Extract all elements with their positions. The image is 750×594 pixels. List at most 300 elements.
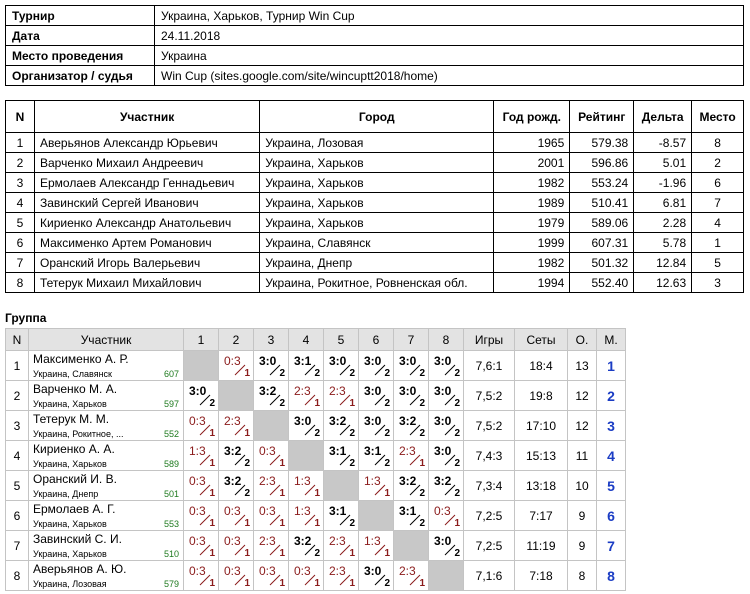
group-participant-sub — [33, 518, 179, 530]
match-points: 1 — [384, 488, 390, 499]
match-score: 0:3 — [189, 504, 206, 518]
group-participant-city: Украина, Днепр — [33, 489, 99, 499]
match-points: 1 — [314, 518, 320, 529]
match-points: 2 — [244, 458, 250, 469]
match-points: 1 — [209, 458, 215, 469]
match-score: 0:3 — [259, 444, 276, 458]
place: 1 — [692, 233, 744, 253]
group-participant-rating: 607 — [163, 369, 179, 379]
row-number: 8 — [6, 273, 35, 293]
group-participant-sub — [33, 458, 179, 470]
match-result — [394, 351, 429, 381]
match-points: 1 — [349, 398, 355, 409]
match-result — [184, 441, 219, 471]
group-place: 2 — [597, 381, 626, 411]
match-result — [429, 381, 464, 411]
match-score: 0:3 — [189, 534, 206, 548]
group-sets: 7:17 — [515, 501, 568, 531]
group-participant-city: Украина, Лозовая — [33, 579, 107, 589]
group-participant-name: Оранский И. В. — [33, 472, 117, 486]
group-points: 9 — [568, 501, 597, 531]
col-opponent: 7 — [394, 329, 429, 351]
group-participant-city: Украина, Славянск — [33, 369, 112, 379]
match-points: 2 — [454, 368, 460, 379]
table-row — [6, 253, 744, 273]
group-participant-rating: 579 — [163, 579, 179, 589]
match-points: 1 — [279, 458, 285, 469]
place: 2 — [692, 153, 744, 173]
match-score: 3:2 — [399, 414, 417, 428]
match-points: 2 — [419, 398, 425, 409]
col-place: М. — [597, 329, 626, 351]
tournament-info-table — [5, 5, 744, 86]
match-score: 3:0 — [364, 354, 382, 368]
table-row — [6, 133, 744, 153]
match-result — [429, 411, 464, 441]
rating: 552.40 — [570, 273, 634, 293]
match-points: 2 — [314, 548, 320, 559]
group-participant-rating: 501 — [163, 489, 179, 499]
place: 6 — [692, 173, 744, 193]
match-score: 2:3 — [259, 534, 276, 548]
match-points: 1 — [279, 488, 285, 499]
participant-city: Украина, Славянск — [260, 233, 494, 253]
match-points: 1 — [279, 518, 285, 529]
group-points: 12 — [568, 411, 597, 441]
delta: 12.63 — [634, 273, 692, 293]
match-score: 2:3 — [399, 564, 416, 578]
match-points: 1 — [419, 458, 425, 469]
group-participant-name: Завинский С. И. — [33, 532, 122, 546]
match-points: 2 — [454, 398, 460, 409]
rating: 501.32 — [570, 253, 634, 273]
match-points: 2 — [454, 488, 460, 499]
group-games: 7,2:5 — [464, 501, 515, 531]
group-sets: 19:8 — [515, 381, 568, 411]
match-points: 1 — [384, 548, 390, 559]
match-score: 3:1 — [364, 444, 382, 458]
group-row — [6, 351, 626, 381]
match-result — [359, 381, 394, 411]
match-score: 3:0 — [189, 384, 207, 398]
row-number: 3 — [6, 173, 35, 193]
col-sets: Сеты — [515, 329, 568, 351]
participants-table — [5, 100, 744, 293]
group-games: 7,5:2 — [464, 381, 515, 411]
match-points: 2 — [384, 428, 390, 439]
row-number: 1 — [6, 133, 35, 153]
match-score: 2:3 — [294, 384, 311, 398]
row-number: 4 — [6, 193, 35, 213]
col-opponent: 2 — [219, 329, 254, 351]
match-result — [324, 381, 359, 411]
group-participant-rating: 597 — [163, 399, 179, 409]
column-header: Год рожд. — [494, 101, 570, 133]
match-score: 3:0 — [399, 384, 417, 398]
group-participant-rating: 589 — [163, 459, 179, 469]
group-sets: 17:10 — [515, 411, 568, 441]
col-opponent: 1 — [184, 329, 219, 351]
group-points: 8 — [568, 561, 597, 591]
match-result — [324, 441, 359, 471]
match-score: 3:2 — [329, 414, 347, 428]
match-result — [324, 531, 359, 561]
match-score: 0:3 — [434, 504, 451, 518]
col-participant: Участник — [29, 329, 184, 351]
match-points: 1 — [279, 578, 285, 589]
match-result — [289, 531, 324, 561]
group-participant — [29, 411, 184, 441]
match-score: 1:3 — [294, 474, 311, 488]
group-games: 7,6:1 — [464, 351, 515, 381]
match-score: 0:3 — [189, 414, 206, 428]
match-points: 1 — [209, 428, 215, 439]
participant-name: Кириенко Александр Анатольевич — [35, 213, 260, 233]
self-cell — [219, 381, 254, 411]
match-score: 1:3 — [294, 504, 311, 518]
delta: 12.84 — [634, 253, 692, 273]
match-points: 1 — [244, 518, 250, 529]
participant-city: Украина, Лозовая — [260, 133, 494, 153]
match-points: 1 — [209, 518, 215, 529]
participant-city: Украина, Харьков — [260, 213, 494, 233]
group-points: 11 — [568, 441, 597, 471]
col-opponent: 8 — [429, 329, 464, 351]
group-participant — [29, 531, 184, 561]
group-participant — [29, 351, 184, 381]
group-participant-sub — [33, 488, 179, 500]
self-cell — [429, 561, 464, 591]
match-score: 3:1 — [329, 504, 347, 518]
column-header: Рейтинг — [570, 101, 634, 133]
self-cell — [324, 471, 359, 501]
row-number: 6 — [6, 233, 35, 253]
match-result — [254, 471, 289, 501]
group-participant-name: Варченко М. А. — [33, 382, 118, 396]
participant-city: Украина, Харьков — [260, 153, 494, 173]
match-points: 2 — [419, 488, 425, 499]
group-participant-city: Украина, Харьков — [33, 399, 107, 409]
match-points: 1 — [244, 548, 250, 559]
group-place: 4 — [597, 441, 626, 471]
group-participant-rating: 552 — [163, 429, 179, 439]
group-sets: 7:18 — [515, 561, 568, 591]
match-points: 2 — [419, 428, 425, 439]
group-place: 7 — [597, 531, 626, 561]
table-row — [6, 193, 744, 213]
rating: 589.06 — [570, 213, 634, 233]
match-score: 3:1 — [399, 504, 417, 518]
match-points: 2 — [454, 548, 460, 559]
match-score: 3:2 — [224, 474, 242, 488]
match-score: 2:3 — [224, 414, 241, 428]
info-value: Украина — [155, 46, 744, 66]
match-points: 2 — [314, 368, 320, 379]
participant-city: Украина, Рокитное, Ровненская обл. — [260, 273, 494, 293]
match-result — [324, 561, 359, 591]
match-points: 2 — [419, 368, 425, 379]
match-result — [254, 441, 289, 471]
match-points: 1 — [209, 578, 215, 589]
match-result — [219, 501, 254, 531]
birth-year: 1982 — [494, 173, 570, 193]
match-result — [219, 471, 254, 501]
group-sets: 11:19 — [515, 531, 568, 561]
row-number: 7 — [6, 253, 35, 273]
rating: 607.31 — [570, 233, 634, 253]
group-row — [6, 471, 626, 501]
info-value: Украина, Харьков, Турнир Win Cup — [155, 6, 744, 26]
birth-year: 1982 — [494, 253, 570, 273]
match-points: 2 — [384, 368, 390, 379]
match-result — [184, 381, 219, 411]
group-participant — [29, 381, 184, 411]
place: 4 — [692, 213, 744, 233]
match-result — [394, 441, 429, 471]
participant-name: Ермолаев Александр Геннадьевич — [35, 173, 260, 193]
match-points: 1 — [244, 428, 250, 439]
col-points: О. — [568, 329, 597, 351]
table-row — [6, 233, 744, 253]
match-points: 1 — [349, 548, 355, 559]
self-cell — [394, 531, 429, 561]
self-cell — [289, 441, 324, 471]
info-key: Турнир — [6, 6, 155, 26]
participant-name: Максименко Артем Романович — [35, 233, 260, 253]
group-participant-name: Аверьянов А. Ю. — [33, 562, 127, 576]
row-number: 2 — [6, 153, 35, 173]
info-value: Win Cup (sites.google.com/site/wincuptt2018/home) — [155, 66, 744, 86]
match-points: 2 — [349, 518, 355, 529]
match-score: 2:3 — [329, 534, 346, 548]
match-result — [359, 531, 394, 561]
group-row — [6, 561, 626, 591]
match-points: 2 — [279, 398, 285, 409]
match-score: 3:2 — [259, 384, 277, 398]
info-key: Место проведения — [6, 46, 155, 66]
match-score: 0:3 — [224, 504, 241, 518]
match-points: 2 — [314, 428, 320, 439]
match-result — [394, 501, 429, 531]
match-score: 3:1 — [329, 444, 347, 458]
match-score: 0:3 — [224, 354, 241, 368]
column-header: Город — [260, 101, 494, 133]
group-participant-city: Украина, Харьков — [33, 459, 107, 469]
match-result — [254, 561, 289, 591]
group-games: 7,1:6 — [464, 561, 515, 591]
match-score: 2:3 — [329, 384, 346, 398]
match-score: 2:3 — [329, 564, 346, 578]
col-opponent: 4 — [289, 329, 324, 351]
group-participant-sub — [33, 578, 179, 590]
match-result — [289, 471, 324, 501]
match-points: 1 — [454, 518, 460, 529]
match-result — [184, 531, 219, 561]
group-row-number: 5 — [6, 471, 29, 501]
match-result — [289, 411, 324, 441]
col-games: Игры — [464, 329, 515, 351]
match-result — [359, 351, 394, 381]
match-score: 3:2 — [399, 474, 417, 488]
match-points: 1 — [419, 578, 425, 589]
group-games: 7,5:2 — [464, 411, 515, 441]
self-cell — [184, 351, 219, 381]
group-participant-city: Украина, Харьков — [33, 549, 107, 559]
match-result — [184, 561, 219, 591]
col-n: N — [6, 329, 29, 351]
self-cell — [359, 501, 394, 531]
match-result — [394, 471, 429, 501]
match-score: 0:3 — [189, 564, 206, 578]
match-result — [289, 381, 324, 411]
group-participant-city: Украина, Рокитное, ... — [33, 429, 124, 439]
place: 7 — [692, 193, 744, 213]
column-header: Дельта — [634, 101, 692, 133]
match-score: 3:0 — [364, 414, 382, 428]
group-row-number: 4 — [6, 441, 29, 471]
group-participant-sub — [33, 368, 179, 380]
info-row — [6, 26, 744, 46]
group-place: 8 — [597, 561, 626, 591]
info-key: Организатор / судья — [6, 66, 155, 86]
match-score: 3:0 — [434, 534, 452, 548]
match-points: 1 — [314, 488, 320, 499]
group-row — [6, 411, 626, 441]
match-result — [219, 531, 254, 561]
match-result — [429, 441, 464, 471]
match-score: 3:2 — [294, 534, 312, 548]
birth-year: 1994 — [494, 273, 570, 293]
group-place: 3 — [597, 411, 626, 441]
group-place: 1 — [597, 351, 626, 381]
participant-name: Завинский Сергей Иванович — [35, 193, 260, 213]
group-participant — [29, 441, 184, 471]
group-row — [6, 381, 626, 411]
birth-year: 1999 — [494, 233, 570, 253]
match-score: 1:3 — [364, 534, 381, 548]
group-participant — [29, 501, 184, 531]
birth-year: 2001 — [494, 153, 570, 173]
match-score: 2:3 — [259, 474, 276, 488]
group-points: 12 — [568, 381, 597, 411]
group-row — [6, 531, 626, 561]
group-sets: 13:18 — [515, 471, 568, 501]
match-result — [254, 351, 289, 381]
group-crosstable — [5, 328, 626, 591]
row-number: 5 — [6, 213, 35, 233]
match-score: 3:1 — [294, 354, 312, 368]
match-result — [219, 441, 254, 471]
info-value: 24.11.2018 — [155, 26, 744, 46]
info-row — [6, 66, 744, 86]
place: 8 — [692, 133, 744, 153]
group-participant-name: Кириенко А. А. — [33, 442, 115, 456]
info-key: Дата — [6, 26, 155, 46]
match-score: 3:0 — [399, 354, 417, 368]
match-result — [394, 411, 429, 441]
group-row — [6, 501, 626, 531]
match-points: 1 — [209, 488, 215, 499]
participant-name: Тетерук Михаил Михайлович — [35, 273, 260, 293]
match-result — [219, 561, 254, 591]
col-opponent: 3 — [254, 329, 289, 351]
group-place: 5 — [597, 471, 626, 501]
rating: 579.38 — [570, 133, 634, 153]
group-place: 6 — [597, 501, 626, 531]
match-score: 3:0 — [329, 354, 347, 368]
match-points: 2 — [349, 428, 355, 439]
participant-city: Украина, Днепр — [260, 253, 494, 273]
match-result — [359, 561, 394, 591]
column-header: Участник — [35, 101, 260, 133]
match-points: 2 — [349, 368, 355, 379]
match-result — [184, 411, 219, 441]
delta: -1.96 — [634, 173, 692, 193]
info-row — [6, 46, 744, 66]
match-points: 1 — [244, 578, 250, 589]
match-result — [184, 471, 219, 501]
match-score: 3:2 — [434, 474, 452, 488]
participant-city: Украина, Харьков — [260, 173, 494, 193]
table-row — [6, 173, 744, 193]
match-result — [359, 471, 394, 501]
match-points: 2 — [454, 458, 460, 469]
group-participant-name: Тетерук М. М. — [33, 412, 110, 426]
match-result — [324, 501, 359, 531]
group-points: 9 — [568, 531, 597, 561]
match-result — [359, 441, 394, 471]
group-participant-sub — [33, 398, 179, 410]
match-points: 1 — [279, 548, 285, 559]
match-score: 0:3 — [259, 564, 276, 578]
group-participant-name: Максименко А. Р. — [33, 352, 129, 366]
group-sets: 18:4 — [515, 351, 568, 381]
group-row-number: 7 — [6, 531, 29, 561]
group-sets: 15:13 — [515, 441, 568, 471]
group-games: 7,4:3 — [464, 441, 515, 471]
match-result — [184, 501, 219, 531]
match-score: 3:2 — [224, 444, 242, 458]
group-games: 7,2:5 — [464, 531, 515, 561]
match-score: 0:3 — [259, 504, 276, 518]
match-result — [324, 351, 359, 381]
match-score: 2:3 — [399, 444, 416, 458]
match-points: 2 — [279, 368, 285, 379]
match-points: 1 — [349, 578, 355, 589]
column-header: N — [6, 101, 35, 133]
match-points: 1 — [314, 398, 320, 409]
group-points: 10 — [568, 471, 597, 501]
column-header: Место — [692, 101, 744, 133]
participant-name: Оранский Игорь Валерьевич — [35, 253, 260, 273]
match-score: 0:3 — [294, 564, 311, 578]
match-score: 3:0 — [364, 384, 382, 398]
group-participant-sub — [33, 548, 179, 560]
group-row-number: 1 — [6, 351, 29, 381]
match-points: 2 — [384, 398, 390, 409]
group-participant-sub — [33, 428, 179, 440]
match-score: 3:0 — [434, 444, 452, 458]
match-points: 2 — [454, 428, 460, 439]
birth-year: 1979 — [494, 213, 570, 233]
participant-name: Варченко Михаил Андреевич — [35, 153, 260, 173]
match-result — [289, 501, 324, 531]
match-points: 2 — [419, 518, 425, 529]
match-points: 1 — [209, 548, 215, 559]
match-score: 1:3 — [364, 474, 381, 488]
match-score: 3:0 — [434, 414, 452, 428]
match-points: 1 — [314, 578, 320, 589]
